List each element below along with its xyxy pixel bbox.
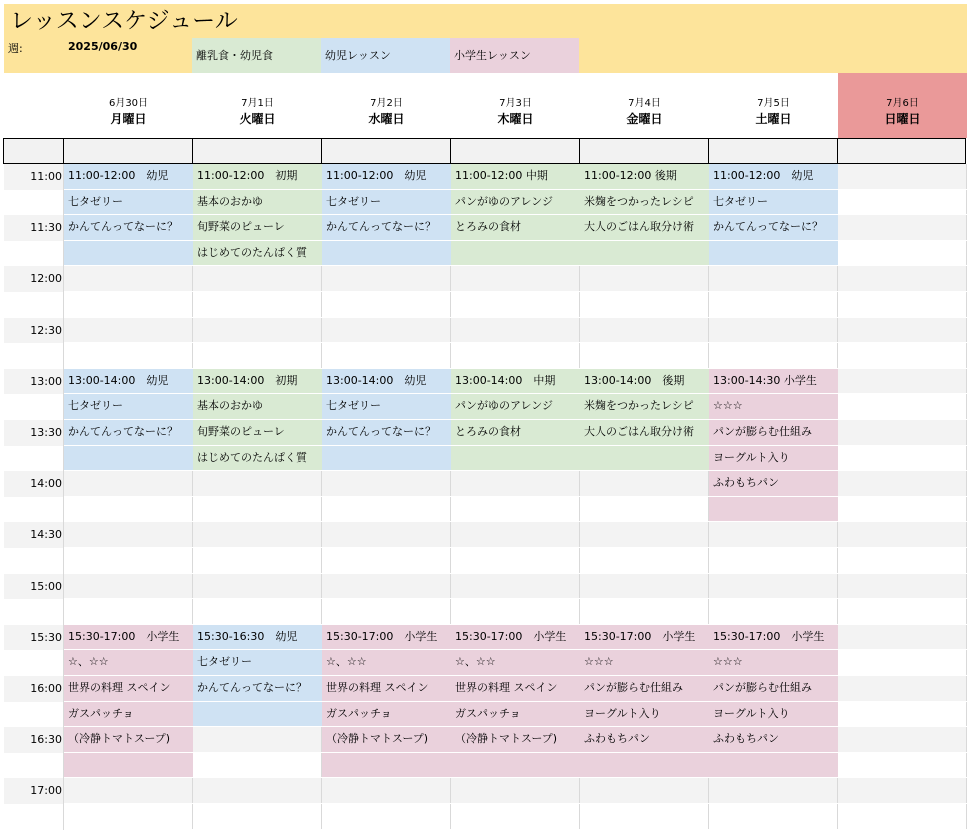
empty-cell[interactable]: [838, 420, 967, 446]
empty-cell[interactable]: [451, 446, 580, 472]
empty-cell[interactable]: [838, 446, 967, 472]
lesson-cell[interactable]: ガスパッチョ: [322, 702, 451, 728]
empty-cell[interactable]: [580, 599, 709, 625]
empty-cell[interactable]: [193, 497, 322, 523]
lesson-cell[interactable]: はじめてのたんぱく質: [193, 446, 322, 472]
empty-cell[interactable]: [322, 778, 451, 804]
empty-cell[interactable]: [64, 266, 193, 292]
lesson-cell[interactable]: 七タゼリー: [709, 190, 838, 216]
lesson-cell[interactable]: 七タゼリー: [64, 394, 193, 420]
empty-cell[interactable]: [64, 778, 193, 804]
day-of-week: 火曜日: [239, 112, 276, 126]
lesson-cell[interactable]: 基本のおかゆ: [193, 190, 322, 216]
lesson-cell[interactable]: 米麹をつかったレシピ: [580, 190, 709, 216]
empty-cell[interactable]: [580, 318, 709, 344]
empty-cell[interactable]: [838, 625, 967, 651]
time-label: 12:00: [30, 272, 62, 286]
empty-cell[interactable]: [580, 778, 709, 804]
empty-cell[interactable]: [709, 292, 838, 318]
empty-cell[interactable]: [322, 318, 451, 344]
lesson-cell[interactable]: ガスパッチョ: [64, 702, 193, 728]
lesson-cell[interactable]: パンがゆのアレンジ: [451, 190, 580, 216]
lesson-cell[interactable]: 15:30-17:00 小学生: [709, 625, 838, 651]
empty-cell[interactable]: [709, 266, 838, 292]
lesson-cell[interactable]: ☆、☆☆: [451, 650, 580, 676]
time-label: 11:00: [30, 170, 62, 183]
empty-cell[interactable]: [451, 599, 580, 625]
lesson-cell[interactable]: ヨーグルト入り: [709, 702, 838, 728]
time-label: 15:00: [30, 579, 62, 593]
lesson-cell[interactable]: 七タゼリー: [322, 190, 451, 216]
empty-cell[interactable]: [64, 241, 193, 267]
week-value[interactable]: 2025/06/30: [68, 40, 138, 53]
empty-cell[interactable]: [193, 548, 322, 574]
lesson-cell[interactable]: 13:00-14:00 幼児: [322, 369, 451, 395]
empty-cell[interactable]: [709, 343, 838, 369]
empty-cell[interactable]: [322, 343, 451, 369]
empty-cell[interactable]: [838, 548, 967, 574]
empty-cell[interactable]: [322, 266, 451, 292]
legend-elementary-lesson: 小学生レッスン: [450, 38, 579, 73]
empty-cell[interactable]: [451, 266, 580, 292]
empty-cell[interactable]: [709, 497, 838, 523]
empty-cell[interactable]: [451, 804, 580, 830]
empty-cell[interactable]: [580, 804, 709, 830]
blank-cell[interactable]: [579, 138, 709, 164]
empty-cell[interactable]: [838, 394, 967, 420]
day-date: 6月30日: [108, 98, 149, 109]
day-header-row: [4, 73, 967, 138]
empty-cell[interactable]: [709, 753, 838, 779]
lesson-cell[interactable]: ヨーグルト入り: [580, 702, 709, 728]
lesson-cell[interactable]: 七タゼリー: [193, 650, 322, 676]
empty-cell[interactable]: [838, 241, 967, 267]
time-label: 15:30: [30, 630, 62, 644]
day-header: [838, 73, 967, 138]
empty-cell[interactable]: [709, 778, 838, 804]
empty-cell[interactable]: [322, 548, 451, 574]
lesson-cell[interactable]: 11:00-12:00 幼児: [64, 164, 193, 190]
lesson-cell[interactable]: パンがゆのアレンジ: [451, 394, 580, 420]
lesson-cell[interactable]: 13:00-14:00 中期: [451, 369, 580, 395]
empty-cell[interactable]: [709, 522, 838, 548]
day-of-week: 水曜日: [368, 112, 405, 126]
empty-cell[interactable]: [838, 778, 967, 804]
time-label: 11:30: [30, 221, 62, 235]
empty-cell[interactable]: [838, 292, 967, 318]
blank-cell[interactable]: [3, 138, 64, 164]
lesson-cell[interactable]: 世界の料理 スペイン: [64, 676, 193, 702]
empty-cell[interactable]: [580, 497, 709, 523]
empty-cell[interactable]: [451, 471, 580, 497]
day-date: 7月3日: [499, 98, 532, 109]
lesson-cell[interactable]: 米麹をつかったレシピ: [580, 394, 709, 420]
empty-cell[interactable]: [580, 753, 709, 779]
empty-cell[interactable]: [322, 574, 451, 600]
empty-cell[interactable]: [709, 318, 838, 344]
day-date: 7月4日: [628, 98, 661, 109]
lesson-cell[interactable]: （冷静トマトスープ): [64, 727, 193, 753]
empty-cell[interactable]: [193, 727, 322, 753]
lesson-cell[interactable]: ふわもちパン: [709, 727, 838, 753]
lesson-cell[interactable]: （冷静トマトスープ): [451, 727, 580, 753]
lesson-cell[interactable]: 大人のごはん取分け術: [580, 420, 709, 446]
blank-cell[interactable]: [450, 138, 580, 164]
empty-cell[interactable]: [451, 241, 580, 267]
blank-cell[interactable]: [321, 138, 451, 164]
lesson-cell[interactable]: 旬野菜のピューレ: [193, 215, 322, 241]
lesson-cell[interactable]: 13:00-14:00 幼児: [64, 369, 193, 395]
empty-cell[interactable]: [838, 574, 967, 600]
empty-cell[interactable]: [64, 522, 193, 548]
empty-cell[interactable]: [838, 215, 967, 241]
blank-cell[interactable]: [708, 138, 838, 164]
day-of-week: 月曜日: [110, 112, 147, 126]
day-header: [709, 73, 838, 138]
empty-cell[interactable]: [322, 522, 451, 548]
empty-cell[interactable]: [580, 574, 709, 600]
lesson-cell[interactable]: 世界の料理 スペイン: [322, 676, 451, 702]
time-label: 12:30: [30, 323, 62, 337]
empty-cell[interactable]: [838, 753, 967, 779]
lesson-cell[interactable]: かんてんってなーに？: [322, 420, 451, 446]
day-of-week: 金曜日: [626, 112, 663, 126]
empty-cell[interactable]: [580, 241, 709, 267]
empty-cell[interactable]: [451, 753, 580, 779]
empty-cell[interactable]: [193, 778, 322, 804]
lesson-cell[interactable]: ☆、☆☆: [322, 650, 451, 676]
day-of-week: 日曜日: [884, 112, 921, 126]
empty-cell[interactable]: [64, 446, 193, 472]
empty-cell[interactable]: [580, 548, 709, 574]
empty-cell[interactable]: [193, 753, 322, 779]
empty-cell[interactable]: [322, 497, 451, 523]
empty-cell[interactable]: [838, 497, 967, 523]
lesson-cell[interactable]: かんてんってなーに？: [64, 215, 193, 241]
lesson-cell[interactable]: 世界の料理 スペイン: [451, 676, 580, 702]
empty-cell[interactable]: [64, 471, 193, 497]
empty-cell[interactable]: [838, 676, 967, 702]
lesson-cell[interactable]: 13:00-14:30 小学生: [709, 369, 838, 395]
empty-cell[interactable]: [838, 650, 967, 676]
empty-cell[interactable]: [193, 292, 322, 318]
lesson-cell[interactable]: 大人のごはん取分け術: [580, 215, 709, 241]
empty-cell[interactable]: [193, 343, 322, 369]
empty-cell[interactable]: [64, 292, 193, 318]
empty-cell[interactable]: [709, 804, 838, 830]
lesson-cell[interactable]: とろみの食材: [451, 215, 580, 241]
legend-baby-food: 離乳食・幼児食: [192, 38, 321, 73]
empty-cell[interactable]: [451, 574, 580, 600]
lesson-cell[interactable]: ☆☆☆: [580, 650, 709, 676]
empty-cell[interactable]: [322, 753, 451, 779]
day-of-week: 土曜日: [755, 112, 792, 126]
day-header: [64, 73, 193, 138]
empty-cell[interactable]: [322, 471, 451, 497]
empty-cell[interactable]: [838, 702, 967, 728]
empty-cell[interactable]: [838, 471, 967, 497]
time-label: 14:00: [30, 477, 62, 491]
lesson-cell[interactable]: 七タゼリー: [322, 394, 451, 420]
lesson-cell[interactable]: かんてんってなーに？: [64, 420, 193, 446]
empty-cell[interactable]: [193, 471, 322, 497]
time-label: 13:30: [30, 426, 62, 439]
lesson-cell[interactable]: 11:00-12:00 幼児: [709, 164, 838, 190]
empty-cell[interactable]: [64, 548, 193, 574]
day-date: 7月2日: [370, 98, 403, 109]
empty-cell[interactable]: [193, 599, 322, 625]
lesson-cell[interactable]: パンが膨らむ仕組み: [580, 676, 709, 702]
empty-cell[interactable]: [451, 778, 580, 804]
lesson-cell[interactable]: パンが膨らむ仕組み: [709, 420, 838, 446]
empty-cell[interactable]: [580, 471, 709, 497]
week-label: 週:: [8, 42, 23, 55]
lesson-cell[interactable]: はじめてのたんぱく質: [193, 241, 322, 267]
empty-cell[interactable]: [709, 599, 838, 625]
empty-cell[interactable]: [322, 446, 451, 472]
empty-cell[interactable]: [838, 266, 967, 292]
lesson-cell[interactable]: 15:30-17:00 小学生: [580, 625, 709, 651]
lesson-cell[interactable]: 15:30-17:00 小学生: [451, 625, 580, 651]
day-header: [322, 73, 451, 138]
blank-cell[interactable]: [192, 138, 322, 164]
empty-cell[interactable]: [322, 599, 451, 625]
lesson-cell[interactable]: 11:00-12:00 中期: [451, 164, 580, 190]
empty-cell[interactable]: [64, 318, 193, 344]
lesson-cell[interactable]: 15:30-17:00 小学生: [64, 625, 193, 651]
empty-cell[interactable]: [451, 522, 580, 548]
empty-cell[interactable]: [451, 497, 580, 523]
empty-cell[interactable]: [64, 343, 193, 369]
lesson-cell[interactable]: ヨーグルト入り: [709, 446, 838, 472]
empty-cell[interactable]: [322, 241, 451, 267]
day-date: 7月5日: [757, 98, 790, 109]
lesson-cell[interactable]: ガスパッチョ: [451, 702, 580, 728]
empty-cell[interactable]: [193, 804, 322, 830]
empty-cell[interactable]: [322, 292, 451, 318]
empty-cell[interactable]: [451, 318, 580, 344]
lesson-cell[interactable]: 11:00-12:00 幼児: [322, 164, 451, 190]
lesson-cell[interactable]: 13:00-14:00 後期: [580, 369, 709, 395]
lesson-cell[interactable]: 七タゼリー: [64, 190, 193, 216]
time-label: 16:00: [30, 682, 62, 695]
empty-cell[interactable]: [193, 266, 322, 292]
lesson-cell[interactable]: 15:30-16:30 幼児: [193, 625, 322, 651]
empty-cell[interactable]: [838, 804, 967, 830]
day-of-week: 木曜日: [497, 112, 534, 126]
blank-cell[interactable]: [837, 138, 966, 164]
lesson-cell[interactable]: 基本のおかゆ: [193, 394, 322, 420]
lesson-cell[interactable]: とろみの食材: [451, 420, 580, 446]
time-label: 13:00: [30, 374, 62, 388]
empty-cell[interactable]: [709, 574, 838, 600]
empty-cell[interactable]: [838, 190, 967, 216]
empty-cell[interactable]: [322, 804, 451, 830]
empty-cell[interactable]: [838, 599, 967, 625]
empty-cell[interactable]: [193, 574, 322, 600]
empty-cell[interactable]: [64, 804, 193, 830]
day-header: [193, 73, 322, 138]
empty-cell[interactable]: [580, 446, 709, 472]
lesson-cell[interactable]: ☆☆☆: [709, 394, 838, 420]
empty-cell[interactable]: [64, 753, 193, 779]
time-label: 14:30: [30, 528, 62, 542]
blank-row: [4, 138, 967, 164]
empty-cell[interactable]: [580, 343, 709, 369]
lesson-cell[interactable]: 15:30-17:00 小学生: [322, 625, 451, 651]
day-header: [580, 73, 709, 138]
lesson-cell[interactable]: 13:00-14:00 初期: [193, 369, 322, 395]
empty-cell[interactable]: [709, 548, 838, 574]
empty-cell[interactable]: [193, 318, 322, 344]
lesson-cell[interactable]: かんてんってなーに？: [709, 215, 838, 241]
empty-cell[interactable]: [193, 702, 322, 728]
day-date: 7月6日: [886, 98, 919, 109]
empty-cell[interactable]: [451, 343, 580, 369]
time-label: 16:30: [30, 733, 62, 747]
empty-cell[interactable]: [580, 292, 709, 318]
lesson-cell[interactable]: ふわもちパン: [709, 471, 838, 497]
empty-cell[interactable]: [580, 266, 709, 292]
empty-cell[interactable]: [580, 522, 709, 548]
empty-cell[interactable]: [838, 164, 967, 190]
lesson-cell[interactable]: 11:00-12:00 後期: [580, 164, 709, 190]
empty-cell[interactable]: [838, 522, 967, 548]
lesson-cell[interactable]: ☆☆☆: [709, 650, 838, 676]
lesson-cell[interactable]: ☆、☆☆: [64, 650, 193, 676]
empty-cell[interactable]: [451, 548, 580, 574]
empty-cell[interactable]: [838, 369, 967, 395]
day-header: [451, 73, 580, 138]
empty-cell[interactable]: [838, 318, 967, 344]
time-label: 17:00: [30, 784, 62, 798]
empty-cell[interactable]: [64, 497, 193, 523]
lesson-cell[interactable]: かんてんってなーに？: [193, 676, 322, 702]
empty-cell[interactable]: [193, 522, 322, 548]
empty-cell[interactable]: [838, 343, 967, 369]
empty-cell[interactable]: [709, 241, 838, 267]
empty-cell[interactable]: [64, 574, 193, 600]
page-title: レッスンスケジュール: [10, 8, 238, 34]
lesson-cell[interactable]: パンが膨らむ仕組み: [709, 676, 838, 702]
lesson-cell[interactable]: ふわもちパン: [580, 727, 709, 753]
empty-cell[interactable]: [451, 292, 580, 318]
day-date: 7月1日: [241, 98, 274, 109]
empty-cell[interactable]: [64, 599, 193, 625]
lesson-cell[interactable]: かんてんってなーに？: [322, 215, 451, 241]
lesson-cell[interactable]: 旬野菜のピューレ: [193, 420, 322, 446]
legend-infant-lesson: 幼児レッスン: [321, 38, 450, 73]
lesson-cell[interactable]: 11:00-12:00 初期: [193, 164, 322, 190]
empty-cell[interactable]: [838, 727, 967, 753]
blank-cell[interactable]: [63, 138, 193, 164]
lesson-cell[interactable]: （冷静トマトスープ): [322, 727, 451, 753]
